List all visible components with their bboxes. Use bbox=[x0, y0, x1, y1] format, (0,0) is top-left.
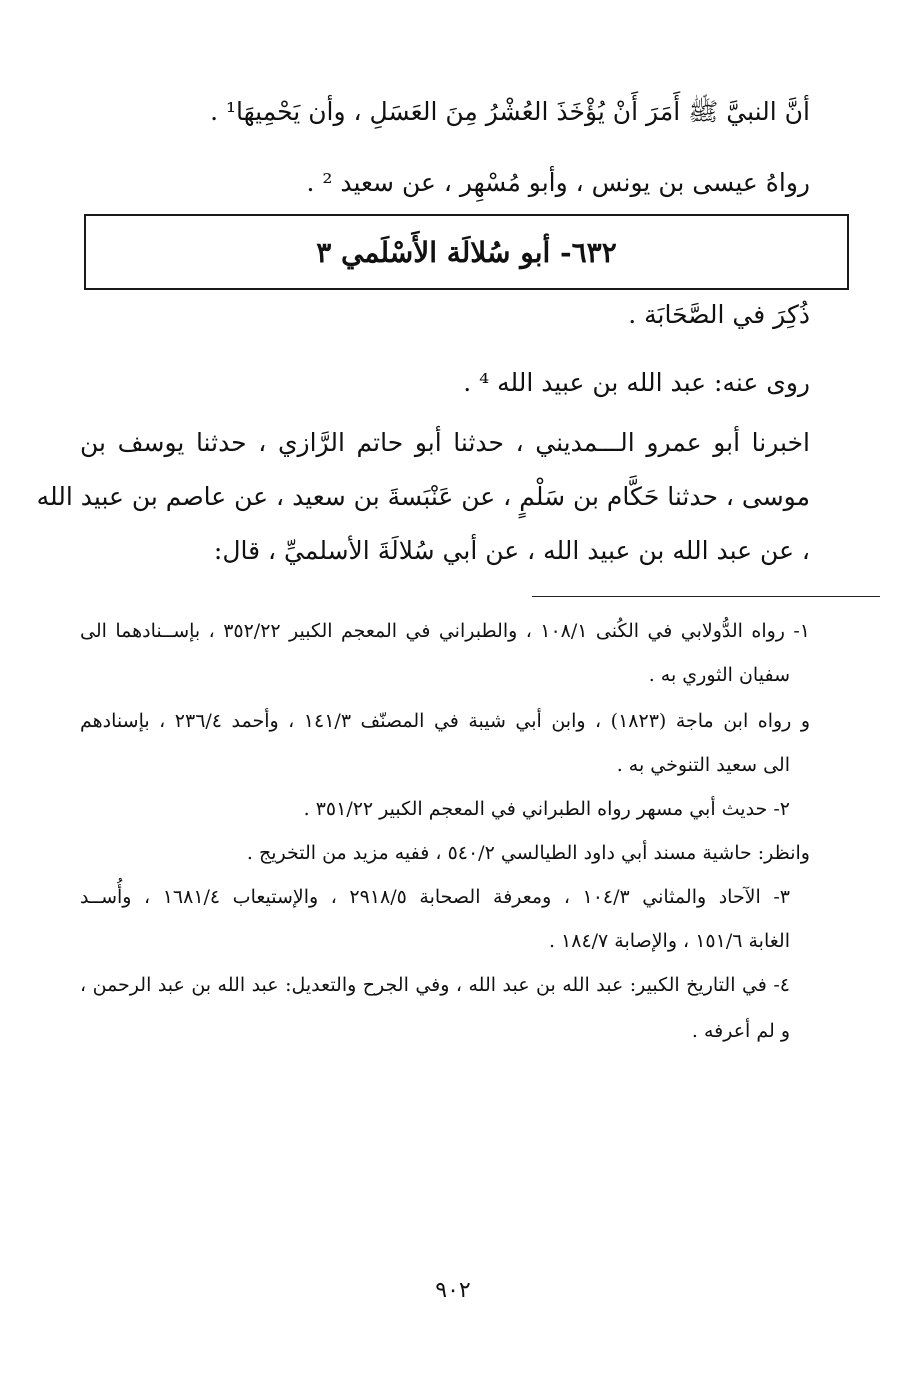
footnote-line: ٣- الآحاد والمثاني ١٠٤/٣ ، ومعرفة الصحابة ٢٩١٨/٥ ، والإستيعاب ١٦٨١/٤ ، وأُســد bbox=[80, 886, 790, 908]
text-line: أنَّ النبيَّ ﷺ أَمَرَ أَنْ يُؤْخَذَ العُشْرُ مِنَ العَسَلِ ، وأن يَحْمِيهَا¹ . bbox=[210, 97, 810, 126]
text-line: اخبرنا أبو عمرو الـــمديني ، حدثنا أبو حاتم الرَّازي ، حدثنا يوسف بن bbox=[80, 428, 810, 457]
footnote-line: و لم أعرفه . bbox=[691, 1020, 790, 1042]
entry-title-box bbox=[84, 214, 849, 290]
footnote-line: الغابة ١٥١/٦ ، والإصابة ١٨٤/٧ . bbox=[548, 930, 790, 952]
text-line: ، عن عبد الله بن عبيد الله ، عن أبي سُلالَةَ الأسلميِّ ، قال: bbox=[213, 536, 810, 565]
footnote-line: سفيان الثوري به . bbox=[648, 664, 790, 686]
footnote-line: وانظر: حاشية مسند أبي داود الطيالسي ٥٤٠/٢ ، ففيه مزيد من التخريج . bbox=[246, 842, 810, 864]
footnote-line: ١- رواه الدُّولابي في الكُنى ١٠٨/١ ، والطبراني في المعجم الكبير ٣٥٢/٢٢ ، بإســنادهما الى bbox=[80, 620, 810, 642]
text-line: ذُكِرَ في الصَّحَابَة . bbox=[628, 300, 810, 329]
footnote-line: ٢- حديث أبي مسهر رواه الطبراني في المعجم الكبير ٣٥١/٢٢ . bbox=[303, 798, 790, 820]
footnote-line: الى سعيد التنوخي به . bbox=[616, 754, 790, 776]
page-number: ٩٠٢ bbox=[435, 1278, 471, 1303]
footnote-line: ٤- في التاريخ الكبير: عبد الله بن عبد الله ، وفي الجرح والتعديل: عبد الله بن عبد الرحمن ، bbox=[80, 974, 790, 996]
text-line: موسى ، حدثنا حَكَّام بن سَلْمٍ ، عن عَنْبَسةَ بن سعيد ، عن عاصم بن عبيد الله bbox=[36, 482, 810, 511]
footnote-line: و رواه ابن ماجة (١٨٢٣) ، وابن أبي شيبة في المصنّف ١٤١/٣ ، وأحمد ٢٣٦/٤ ، بإسنادهم bbox=[80, 710, 810, 732]
text-line: رواهُ عيسى بن يونس ، وأبو مُسْهِر ، عن سعيد ² . bbox=[306, 168, 810, 197]
footnote-separator bbox=[532, 596, 880, 597]
text-line: روى عنه: عبد الله بن عبيد الله ⁴ . bbox=[463, 368, 810, 397]
entry-title: ٦٣٢- أبو سُلالَة الأَسْلَمي ٣ bbox=[316, 235, 617, 269]
